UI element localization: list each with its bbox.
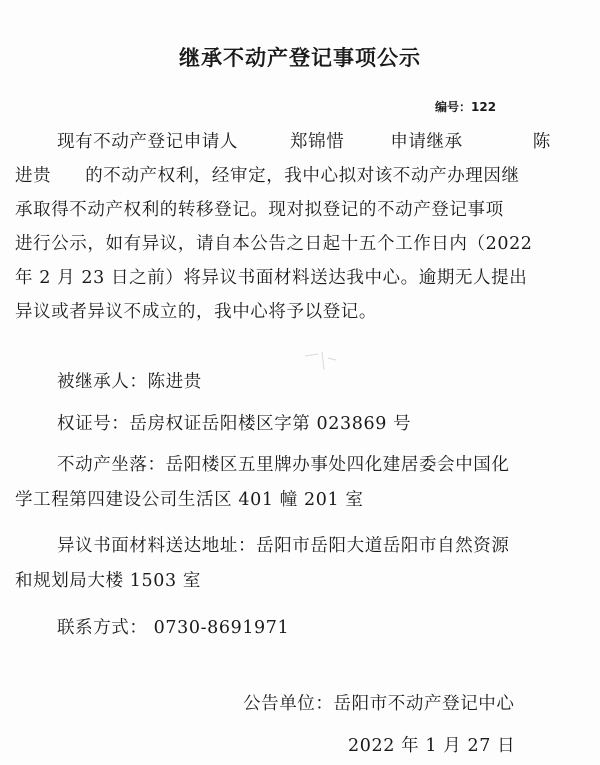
decedent-name-part: 进贵	[15, 166, 52, 186]
applicant-name: 郑锦惜	[290, 132, 345, 152]
body-line-3: 承取得不动产权利的转移登记。现对拟登记的不动产登记事项	[15, 200, 504, 220]
location-line-2: 学工程第四建设公司生活区 401 幢 201 室	[15, 490, 364, 510]
body-line-6: 异议或者异议不成立的，我中心将予以登记。	[15, 302, 377, 322]
issue-date: 2022 年 1 月 27 日	[348, 736, 516, 756]
contact-line: 联系方式： 0730-8691971	[57, 618, 290, 638]
body-line-1	[57, 128, 551, 153]
body-mid: 申请继承	[390, 132, 463, 152]
issuer-line: 公告单位：岳阳市不动产登记中心	[243, 694, 515, 714]
body-line-4: 进行公示，如有异议，请自本公告之日起十五个工作日内（2022	[15, 234, 533, 254]
body-lead: 现有不动产登记申请人	[57, 132, 238, 152]
notice-number: 编号：122	[435, 100, 497, 114]
decedent-line: 被继承人：陈进贵	[57, 372, 202, 392]
body-end: 陈	[532, 132, 551, 152]
certificate-line: 权证号：岳房权证岳阳楼区字第 023869 号	[57, 414, 412, 434]
location-line-1: 不动产坐落：岳阳楼区五里牌办事处四化建居委会中国化	[57, 455, 510, 475]
objection-address-line-1: 异议书面材料送达地址：岳阳市岳阳大道岳阳市自然资源	[57, 536, 510, 556]
faint-pen-mark	[300, 348, 340, 378]
body-line-2	[15, 162, 520, 187]
page-title: 继承不动产登记事项公示	[179, 46, 421, 70]
objection-address-line-2: 和规划局大楼 1503 室	[15, 571, 201, 591]
body-line-5: 年 2 月 23 日之前）将异议书面材料送达我中心。逾期无人提出	[15, 268, 528, 288]
body-line-2-text: 的不动产权利，经审定，我中心拟对该不动产办理因继	[85, 166, 520, 186]
